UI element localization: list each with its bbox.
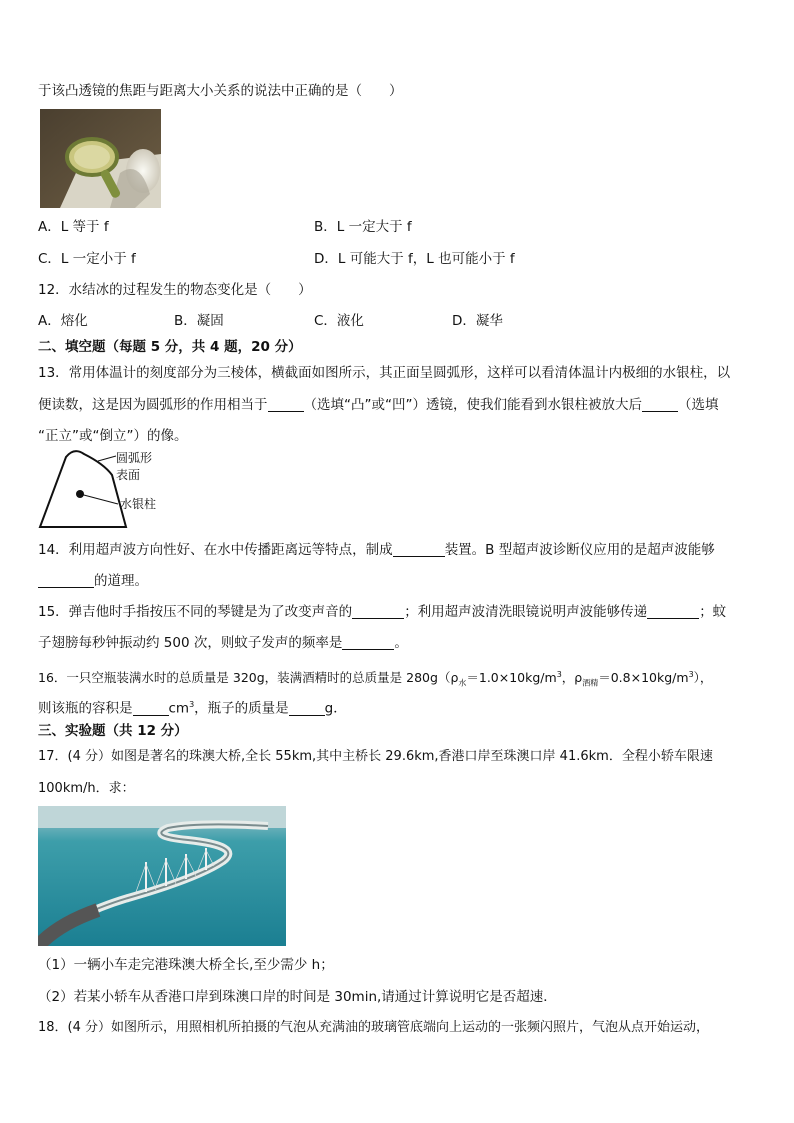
q13-blank-2 — [642, 397, 678, 412]
q11-option-d: D．L 可能大于 f，L 也可能小于 f — [314, 251, 515, 267]
q16-line1: 16．一只空瓶装满水时的总质量是 320g，装满酒精时的总质量是 $280g(\rho_水=1.0\times 10kg/m^3$，$\rho_{酒精}=0.8\times 10kg/m^3$）， — [38, 670, 713, 688]
q15-blank-1 — [352, 604, 404, 619]
q12-option-a: A．熔化 — [38, 313, 88, 329]
q15-blank-2 — [647, 604, 699, 619]
fig-label-arc-surface-1: 圆弧形 — [116, 451, 153, 465]
q15-line1: 15．弹吉他时手指按压不同的琴键是为了改变声音的 ；利用超声波清洗眼镜说明声波能够传递 ；蚊 — [38, 604, 727, 620]
magnifier-photo — [40, 109, 161, 208]
q12-option-b: B．凝固 — [174, 313, 224, 329]
q11-option-a: A．L 等于 f — [38, 219, 109, 235]
q11-stem-tail: 于该凸透镜的焦距与距离大小关系的说法中正确的是（ ） — [38, 83, 403, 99]
q16-blank-2 — [289, 701, 325, 716]
q17-subquestion-1: （1）一辆小车走完港珠澳大桥全长,至少需少 h； — [38, 957, 334, 973]
q11-option-b: B．L 一定大于 f — [314, 219, 412, 235]
bridge-photo — [38, 806, 286, 946]
fig-label-mercury-column: 水银柱 — [120, 497, 157, 511]
fig-label-arc-surface-2: 表面 — [116, 468, 141, 482]
q14-line1: 14．利用超声波方向性好、在水中传播距离远等特点，制成 装置。B 型超声波诊断仪应用的是超声波能够 — [38, 542, 715, 558]
q12-option-c: C．液化 — [314, 313, 364, 329]
section-3-heading: 三、实验题（共 12 分） — [38, 723, 188, 739]
q13-line3: “正立”或“倒立”）的像。 — [38, 428, 188, 444]
q11-option-c: C．L 一定小于 f — [38, 251, 136, 267]
q12-option-d: D．凝华 — [452, 313, 503, 329]
q13-blank-1 — [268, 397, 304, 412]
q17-line1: 17．(4 分）如图是著名的珠澳大桥,全长 55km,其中主桥长 29.6km,香港口岸至珠澳口岸 41.6km．全程小轿车限速 — [38, 749, 713, 764]
q16-line2: 则该瓶的容积是 $cm^3$，瓶子的质量是 g． — [38, 700, 347, 717]
q11-options-row1 — [38, 218, 758, 236]
q14-blank-1 — [393, 542, 445, 557]
q15-line2: 子翅膀每秒钟振动约 500 次，则蚊子发声的频率是 。 — [38, 635, 408, 651]
q17-subquestion-2: （2）若某小轿车从香港口岸到珠澳口岸的时间是 30min,请通过计算说明它是否超速． — [38, 989, 557, 1005]
q13-line1: 13．常用体温计的刻度部分为三棱体，横截面如图所示，其正面呈圆弧形，这样可以看清体温计内极细的水银柱，以 — [38, 365, 731, 381]
q15-blank-3 — [342, 635, 394, 650]
q18-line1: 18．(4 分）如图所示，用照相机所拍摄的气泡从充满油的玻璃管底端向上运动的一张频闪照片，气泡从点开始运动， — [38, 1020, 710, 1035]
section-2-heading: 二、填空题（每题 5 分，共 4 题，20 分） — [38, 339, 302, 355]
q12-stem: 12．水结冰的过程发生的物态变化是（ ） — [38, 282, 312, 298]
q11-options-row2 — [38, 250, 758, 268]
q14-line2: 的道理。 — [38, 572, 148, 590]
q17-line2: 100km/h．求： — [38, 781, 135, 796]
q12-options — [38, 312, 758, 330]
q14-blank-2 — [38, 573, 94, 588]
q13-line2: 便读数，这是因为圆弧形的作用相当于 （选填“凸”或“凹”）透镜，使我们能看到水银柱被放大后 （选填 — [38, 397, 719, 413]
q16-blank-1 — [133, 701, 169, 716]
